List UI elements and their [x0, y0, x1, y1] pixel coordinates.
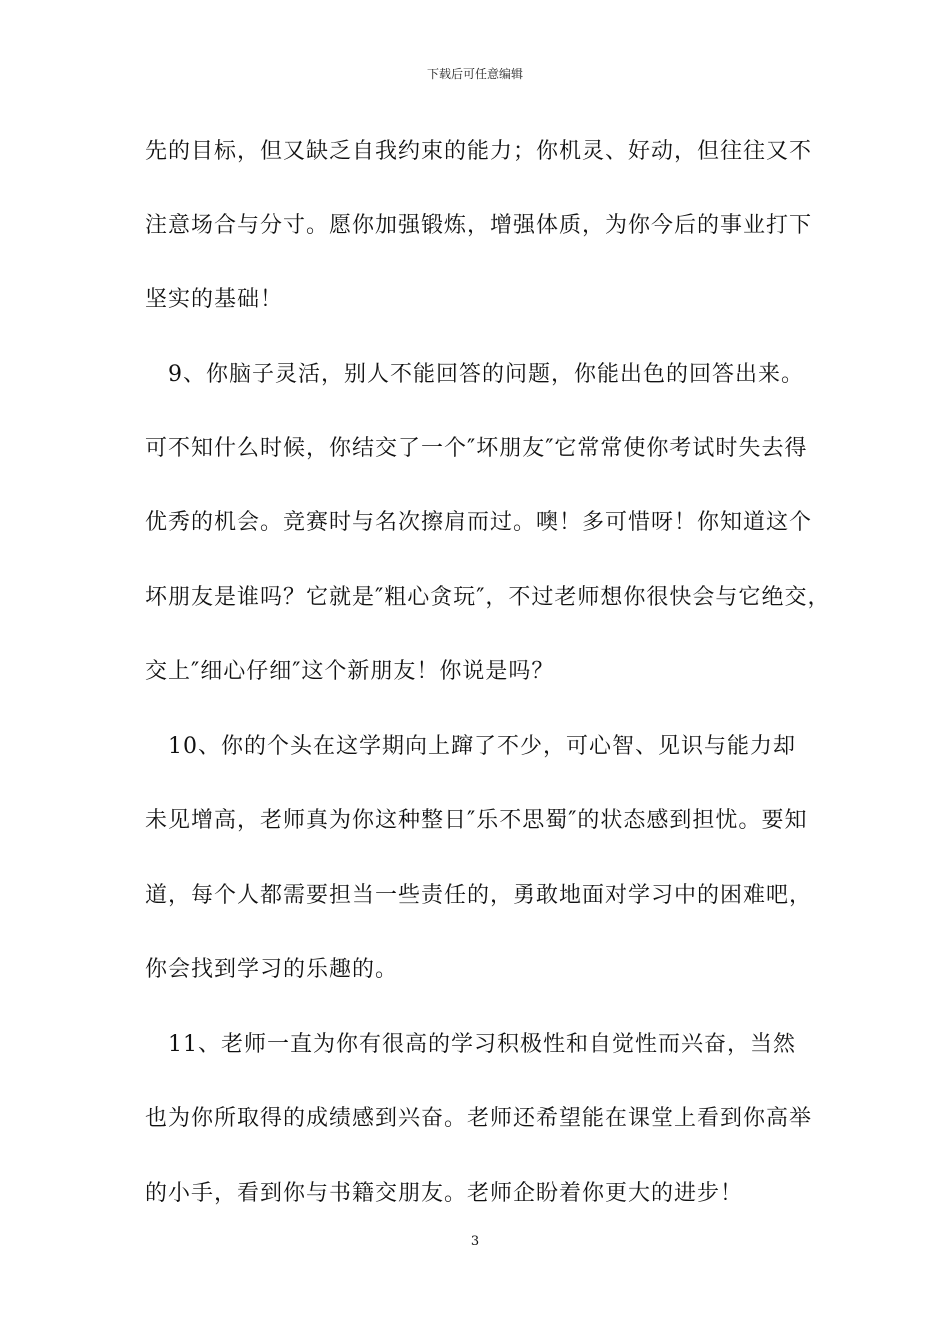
text-line: 的小手，看到你与书籍交朋友。老师企盼着你更大的进步！: [145, 1181, 744, 1206]
page-header: 下载后可任意编辑: [426, 67, 523, 81]
text-line: 你会找到学习的乐趣的。: [145, 957, 399, 982]
text-line: 坚实的基础！: [145, 287, 284, 312]
text-line: 道，每个人都需要担当一些责任的，勇敢地面对学习中的困难吧，: [145, 883, 813, 908]
text-line: 也为你所取得的成绩感到兴奋。老师还希望能在课堂上看到你高举: [145, 1106, 813, 1131]
text-line: 坏朋友是谁吗？它就是″粗心贪玩″，不过老师想你很快会与它绝交，: [145, 585, 831, 610]
text-line: 9、你脑子灵活，别人不能回答的问题，你能出色的回答出来。: [145, 362, 804, 387]
text-line: 注意场合与分寸。愿你加强锻炼，增强体质，为你今后的事业打下: [145, 213, 813, 238]
page-number: 3: [470, 1234, 480, 1249]
text-line: 11、老师一直为你有很高的学习积极性和自觉性而兴奋，当然: [145, 1032, 796, 1057]
text-line: 交上″细心仔细″这个新朋友！你说是吗？: [145, 659, 555, 684]
text-line: 优秀的机会。竞赛时与名次擦肩而过。噢！多可惜呀！你知道这个: [145, 510, 813, 535]
text-line: 未见增高，老师真为你这种整日″乐不思蜀″的状态感到担忧。要知: [145, 808, 808, 833]
text-line: 先的目标，但又缺乏自我约束的能力；你机灵、好动，但往往又不: [145, 139, 813, 164]
text-line: 可不知什么时候，你结交了一个″坏朋友″它常常使你考试时失去得: [145, 436, 808, 461]
text-line: 10、你的个头在这学期向上蹿了不少，可心智、见识与能力却: [145, 734, 796, 759]
